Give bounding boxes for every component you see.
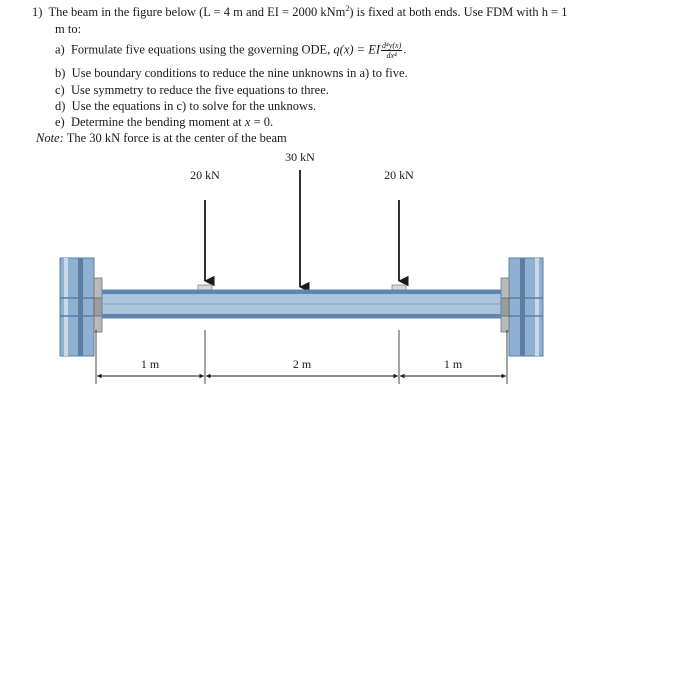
problem-intro: 1) The beam in the figure below (L = 4 m and EI = 2000 kNm$^2$) is fixed at both ends. Use FDM with h = 1 <box>32 4 568 20</box>
part-a: a) Formulate five equations using the governing ODE, q(x) = EI $\frac{\text{d⁴y(x)}}{\text{dx⁴}}$ . <box>55 41 407 60</box>
part-e: e) Determine the bending moment at x = 0. <box>55 115 274 129</box>
dim-label-right: 1 m <box>443 357 463 371</box>
problem-intro-line1: The beam in the figure below (L = 4 m and EI = 2000 kNm <box>48 5 346 20</box>
formula-ode: q(x) = EI <box>333 42 381 57</box>
beam <box>102 290 501 318</box>
load-label-right: 20 kN <box>384 168 414 182</box>
part-d: d) Use the equations in c) to solve for the unknows. <box>55 99 317 113</box>
note-text: The 30 kN force is at the center of the beam <box>66 131 287 145</box>
load-label-center: 30 kN <box>285 150 315 164</box>
problem-intro-line2: m to: <box>55 22 82 36</box>
dim-label-left: 1 m <box>140 357 160 371</box>
bearing-pad-left <box>198 285 212 290</box>
bearing-pad-right <box>392 285 406 290</box>
dim-label-center: 2 m <box>292 357 312 371</box>
problem-number: 1) <box>32 5 43 20</box>
part-b: b) Use boundary conditions to reduce the nine unknowns in a) to five. <box>55 66 408 80</box>
left-fixed-support <box>60 258 106 356</box>
note-label: Note: <box>36 131 64 145</box>
problem-intro-line1-end: ) is fixed at both ends. Use FDM with h = 1 <box>349 5 568 20</box>
right-fixed-support <box>497 258 543 356</box>
load-label-left: 20 kN <box>190 168 220 182</box>
part-c: c) Use symmetry to reduce the five equations to three. <box>55 83 329 97</box>
derivative-fraction: $\frac{\text{d⁴y(x)}}{\text{dx⁴}}$ <box>382 41 402 60</box>
